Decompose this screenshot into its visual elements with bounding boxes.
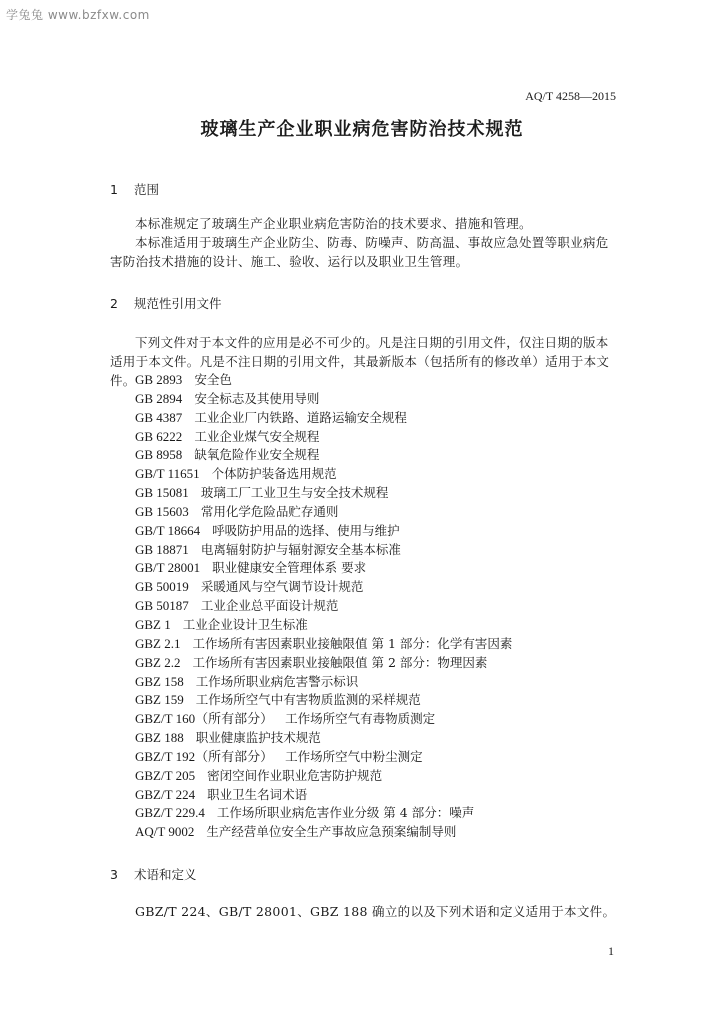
section-number: 2 [110,296,118,311]
reference-item [135,748,512,767]
reference-item [135,446,512,465]
reference-title: 电离辐射防护与辐射源安全基本标准 [200,541,401,557]
section-title: 术语和定义 [133,867,197,882]
reference-code: GB 2893 [135,372,183,387]
reference-code: GB 50019 [135,579,189,595]
reference-code: GB 2894 [135,390,183,406]
reference-item [135,428,512,447]
reference-title: 工业企业煤气安全规程 [194,428,320,444]
reference-code: GBZ 2.1 [135,635,181,651]
reference-code: GBZ/T 192（所有部分） [135,748,274,764]
reference-title: 安全标志及其使用导则 [194,390,320,406]
reference-item [135,409,512,428]
reference-code: GB/T 11651 [135,466,200,482]
reference-title: 职业卫生名词术语 [207,786,308,802]
reference-item [135,541,512,560]
reference-code: GBZ 158 [135,673,184,689]
section-title: 规范性引用文件 [133,296,222,311]
reference-code: GB 8958 [135,447,183,463]
reference-code: GB 15081 [135,485,189,501]
reference-title: 常用化学危险品贮存通则 [200,503,339,519]
reference-code: GBZ/T 224 [135,786,196,802]
reference-code: GB 18871 [135,541,189,557]
reference-code: GBZ/T 229.4 [135,805,205,821]
reference-title: 工作场所空气中有害物质监测的采样规范 [195,692,421,708]
reference-code: GB 6222 [135,428,183,444]
reference-item [135,616,512,635]
reference-title: 个体防护装备选用规范 [211,466,337,482]
reference-item [135,729,512,748]
reference-list [135,371,512,842]
reference-code: GB 15603 [135,503,189,519]
watermark: 学兔兔 www.bzfxw.com [6,8,150,22]
reference-item [135,673,512,692]
scope-paragraph-2: 本标准适用于玻璃生产企业防尘、防毒、防噪声、防高温、事故应急处置等职业病危害防治技术措施的设计、施工、验收、运行以及职业卫生管理。 [110,235,609,269]
reference-item [135,465,512,484]
reference-item [135,691,512,710]
reference-title: 职业健康监护技术规范 [195,730,321,746]
reference-title: 工业企业设计卫生标准 [182,616,308,632]
reference-title: 密闭空间作业职业危害防护规范 [207,767,383,783]
reference-item [135,484,512,503]
reference-title: 安全色 [194,372,232,387]
section-heading-terms-and-definitions [110,865,197,883]
reference-item [135,654,512,673]
reference-item [135,371,512,390]
reference-item [135,710,512,729]
reference-title: 工业企业总平面设计规范 [200,598,339,614]
reference-code: GBZ 159 [135,692,184,708]
section-number: 1 [110,182,118,197]
reference-title: 工业企业厂内铁路、道路运输安全规程 [194,409,407,425]
section-heading-normative-references [110,294,222,312]
reference-title: 工作场所有害因素职业接触限值 第 1 部分：化学有害因素 [192,635,513,651]
reference-code: GBZ/T 205 [135,767,196,783]
reference-title: 玻璃工厂工业卫生与安全技术规程 [200,485,389,501]
reference-title: 采暖通风与空气调节设计规范 [200,579,364,595]
reference-item [135,578,512,597]
reference-item [135,635,512,654]
reference-item [135,390,512,409]
reference-item [135,823,512,842]
reference-code: GB 4387 [135,409,183,425]
reference-code: GB/T 28001 [135,560,201,576]
reference-title: 工作场所职业病危害作业分级 第 4 部分：噪声 [216,805,475,821]
reference-item [135,522,512,541]
reference-item [135,503,512,522]
reference-item [135,767,512,786]
reference-item [135,559,512,578]
terms-intro-paragraph: GBZ/T 224、GB/T 28001、GBZ 188 确立的以及下列术语和定义适用于本文件。 [135,904,616,919]
reference-title: 工作场所空气中粉尘测定 [285,748,423,764]
reference-code: GBZ 1 [135,616,171,632]
reference-code: GBZ 188 [135,730,184,746]
reference-item [135,597,512,616]
page-number: 1 [608,944,614,958]
section-heading-scope [110,180,159,198]
scope-paragraph-1: 本标准规定了玻璃生产企业职业病危害防治的技术要求、措施和管理。 [135,216,532,231]
reference-title: 工作场所职业病危害警示标识 [195,673,359,689]
reference-item [135,804,512,823]
reference-title: 工作场所空气有毒物质测定 [285,711,436,727]
reference-code: GBZ 2.2 [135,654,181,670]
section-title: 范围 [133,182,159,197]
section-number: 3 [110,867,118,882]
document-code: AQ/T 4258—2015 [525,89,616,103]
reference-title: 工作场所有害因素职业接触限值 第 2 部分：物理因素 [192,654,488,670]
reference-code: GBZ/T 160（所有部分） [135,711,274,727]
reference-title: 生产经营单位安全生产事故应急预案编制导则 [206,824,457,840]
references-intro-paragraph: 下列文件对于本文件的应用是必不可少的。凡是注日期的引用文件，仅注日期的版本适用于本文件。凡是不注日期的引用文件，其最新版本（包括所有的修改单）适用于本文件。 [110,335,610,388]
reference-item [135,786,512,805]
reference-code: AQ/T 9002 [135,824,195,840]
page-title: 玻璃生产企业职业病危害防治技术规范 [200,119,524,140]
reference-code: GB 50187 [135,598,189,614]
reference-title: 职业健康安全管理体系 要求 [212,560,367,576]
reference-title: 缺氧危险作业安全规程 [194,447,320,463]
reference-code: GB/T 18664 [135,522,201,538]
reference-title: 呼吸防护用品的选择、使用与维护 [212,522,400,538]
